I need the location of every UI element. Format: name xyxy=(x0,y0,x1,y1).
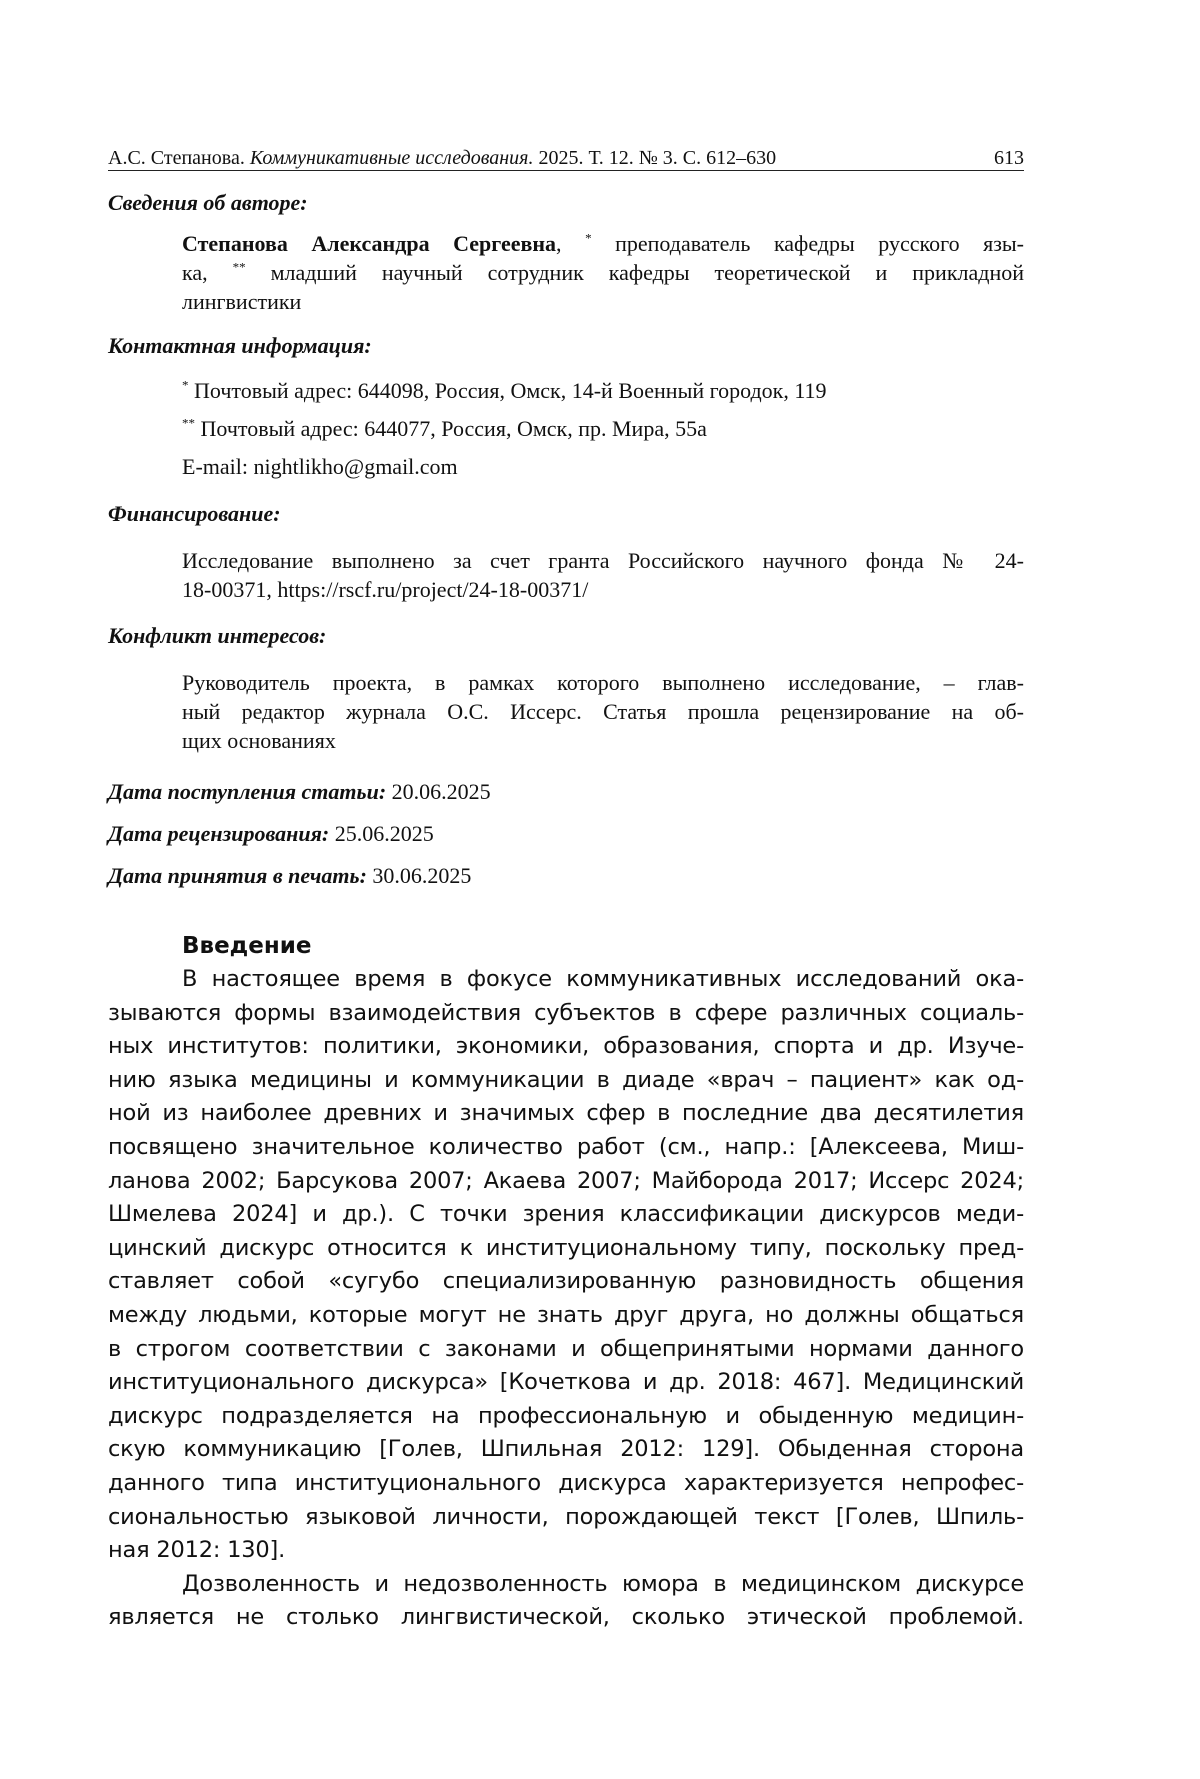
received-date xyxy=(108,771,1024,813)
conflict-label: Конфликт интересов: xyxy=(108,623,327,648)
author-info-label: Сведения об авторе: xyxy=(108,190,308,215)
section-title: Введение xyxy=(182,933,312,959)
text-line: сиональностью языковой личности, порождающей текст [Голев, Шпиль- xyxy=(108,1503,1024,1530)
funding-label: Финансирование: xyxy=(108,501,281,526)
text-line: Дозволенность и недозволенность юмора в медицинском дискурсе xyxy=(182,1570,1024,1597)
text-line: ных институтов: политики, экономики, образования, спорта и др. Изуче- xyxy=(108,1033,1024,1060)
text-line: нию языка медицины и коммуникации в диаде «врач – пациент» как од- xyxy=(108,1066,1024,1093)
funding-line-2: 18-00371, https://rscf.ru/project/24-18-00371/ xyxy=(182,577,589,602)
text-line: между людьми, которые могут не знать друг друга, но должны общаться xyxy=(108,1301,1024,1328)
reviewed-value: 25.06.2025 xyxy=(329,821,434,846)
received-label: Дата поступления статьи: xyxy=(108,779,387,804)
document-page xyxy=(108,138,1024,1635)
accepted-date xyxy=(108,855,1024,897)
footnote-mark: * xyxy=(182,377,189,393)
author-info-block xyxy=(182,229,1024,316)
intro-paragraph-1 xyxy=(108,963,1024,1568)
conflict-line-1: Руководитель проекта, в рамках которого выполнено исследование, – глав- xyxy=(182,670,1024,695)
running-header xyxy=(108,138,1024,171)
author-role-start: ка, xyxy=(182,260,233,285)
reviewed-label: Дата рецензирования: xyxy=(108,821,330,846)
contacts-block xyxy=(182,372,1024,486)
text-line: институционального дискурса» [Кочеткова и др. 2018: 467]. Медицинский xyxy=(108,1369,1024,1396)
received-value: 20.06.2025 xyxy=(386,779,491,804)
author-role-1: преподаватель кафедры русского язы- xyxy=(591,231,1025,256)
text-line: ная 2012: 130]. xyxy=(108,1537,286,1564)
author-line-2 xyxy=(182,258,1024,287)
text-line: посвящено значительное количество работ (см., напр.: [Алексеева, Миш- xyxy=(108,1133,1024,1160)
text-line: В настоящее время в фокусе коммуникативных исследований ока- xyxy=(182,966,1024,992)
header-citation xyxy=(108,146,776,170)
address-2-text: Почтовый адрес: 644077, Россия, Омск, пр. Мира, 55а xyxy=(195,416,707,441)
footnote-mark: ** xyxy=(232,259,246,275)
text-line: данного типа институционального дискурса характеризуется непрофес- xyxy=(108,1469,1024,1496)
footnote-mark: * xyxy=(585,230,592,246)
funding-line-1: Исследование выполнено за счет гранта Российского научного фонда № 24- xyxy=(182,548,1024,573)
address-2 xyxy=(182,410,1024,448)
header-journal: Коммуникативные исследования. xyxy=(249,147,534,169)
text-line: цинский дискурс относится к институциональному типу, поскольку пред- xyxy=(108,1234,1024,1261)
contacts-label: Контактная информация: xyxy=(108,333,372,358)
header-volume: 2025. Т. 12. № 3. С. 612–630 xyxy=(538,147,777,169)
email: E-mail: nightlikho@gmail.com xyxy=(182,454,458,479)
text-line: является не столько лингвистической, сколько этической проблемой. xyxy=(108,1604,1024,1631)
text-line: в строгом соответствии с законами и общепринятыми нормами данного xyxy=(108,1335,1024,1362)
address-1 xyxy=(182,372,1024,410)
reviewed-date xyxy=(108,813,1024,855)
conflict-line-3: щих основаниях xyxy=(182,728,336,753)
accepted-label: Дата принятия в печать: xyxy=(108,863,367,888)
text-line: скую коммуникацию [Голев, Шпильная 2012: 129]. Обыденная сторона xyxy=(108,1436,1024,1463)
header-author: А.С. Степанова. xyxy=(108,147,245,169)
accepted-value: 30.06.2025 xyxy=(366,863,472,888)
text-line: зываются формы взаимодействия субъектов в сфере различных социаль- xyxy=(108,999,1024,1026)
text-line: ной из наиболее древних и значимых сфер в последние два десятилетия xyxy=(108,1100,1024,1127)
author-name: Степанова Александра Сергеевна xyxy=(182,231,557,256)
author-sep: , xyxy=(556,231,586,256)
author-line-1 xyxy=(182,229,1024,258)
conflict-line-2: ный редактор журнала О.С. Иссерс. Статья прошла рецензирование на об- xyxy=(182,699,1024,724)
page-number: 613 xyxy=(994,147,1024,169)
footnote-mark: ** xyxy=(182,415,195,431)
text-line: ставляет собой «сугубо специализированную разновидность общения xyxy=(108,1268,1024,1295)
conflict-block xyxy=(182,668,1024,755)
author-role-2: младший научный сотрудник кафедры теоретической и прикладной xyxy=(245,260,1024,285)
address-1-text: Почтовый адрес: 644098, Россия, Омск, 14-й Военный городок, 119 xyxy=(188,378,827,403)
intro-paragraph-2 xyxy=(108,1568,1024,1635)
text-line: Шмелева 2024] и др.). С точки зрения классификации дискурсов меди- xyxy=(108,1201,1024,1228)
text-line: дискурс подразделяется на профессиональную и обыденную медицин- xyxy=(108,1402,1024,1429)
author-line-3: лингвистики xyxy=(182,289,302,314)
text-line: ланова 2002; Барсукова 2007; Акаева 2007; Майборода 2017; Иссерс 2024; xyxy=(108,1167,1024,1194)
funding-block xyxy=(182,546,1024,604)
